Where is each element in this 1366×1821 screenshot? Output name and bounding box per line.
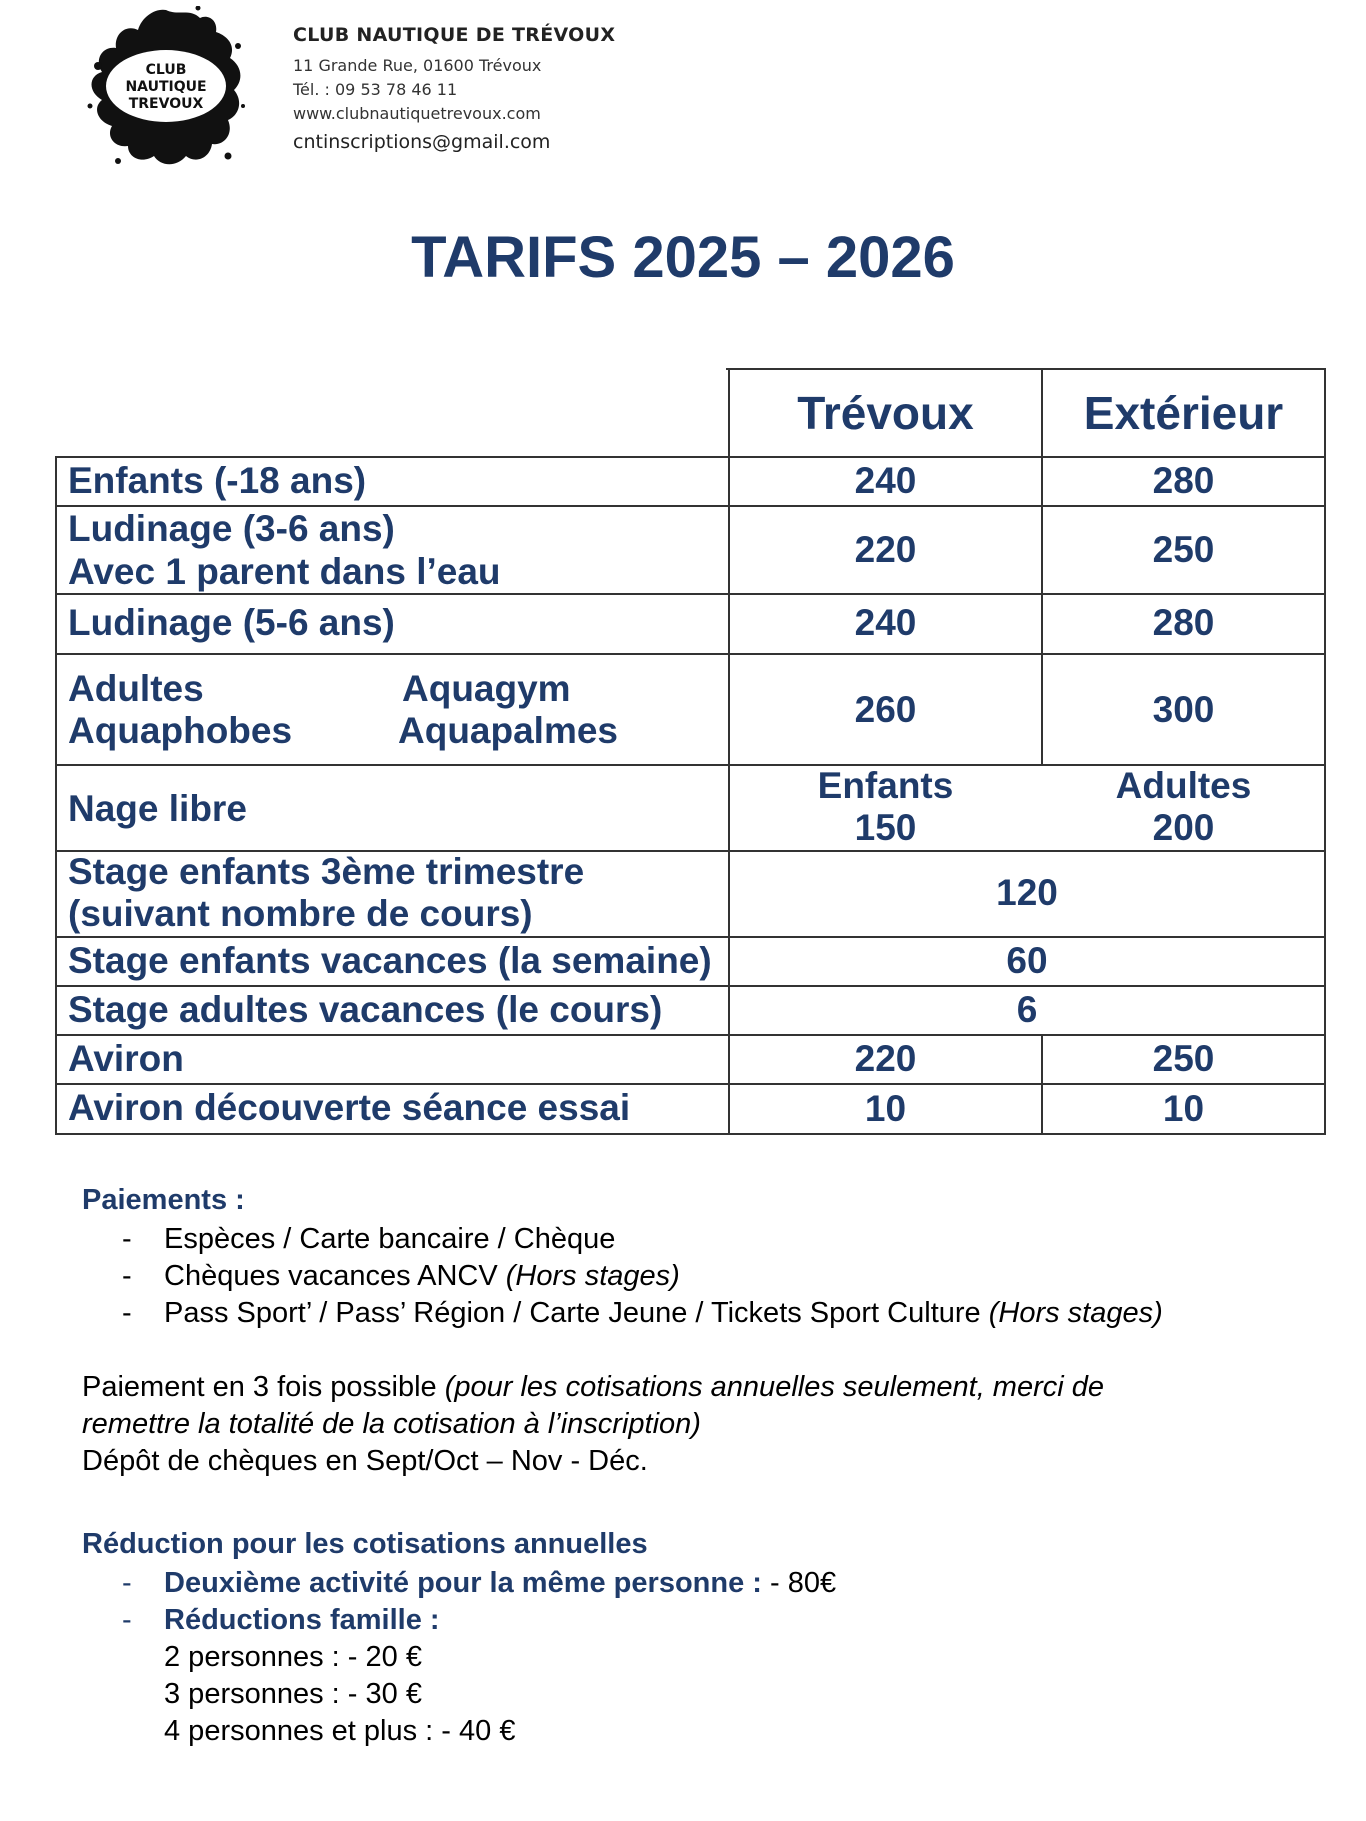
row-label: Stage adultes vacances (le cours) bbox=[68, 989, 663, 1030]
price-exterieur: 280 bbox=[1152, 460, 1215, 501]
price-merged: 60 bbox=[1006, 940, 1048, 981]
family-reduction-item: 3 personnes : - 30 € bbox=[164, 1678, 422, 1710]
row-label: Enfants (-18 ans) bbox=[68, 460, 367, 501]
nage-libre-adultes-price: 200 bbox=[1152, 807, 1215, 848]
table-border bbox=[55, 653, 1326, 655]
row-label: Aquaphobes bbox=[68, 710, 293, 751]
nage-libre-enfants-price: 150 bbox=[854, 807, 917, 848]
price-trevoux: 260 bbox=[854, 689, 917, 730]
row-label: Aquapalmes bbox=[398, 710, 619, 751]
payment-note: (Hors stages) bbox=[988, 1297, 1163, 1329]
club-name: CLUB NAUTIQUE DE TRÉVOUX bbox=[293, 24, 616, 46]
club-email: cntinscriptions@gmail.com bbox=[293, 131, 551, 153]
price-exterieur: 250 bbox=[1152, 529, 1215, 570]
price-exterieur: 10 bbox=[1162, 1088, 1205, 1129]
row-label: Ludinage (3-6 ans) bbox=[68, 508, 395, 549]
club-logo bbox=[78, 6, 248, 171]
list-dash: - bbox=[122, 1223, 132, 1255]
deposit-text: Dépôt de chèques en Sept/Oct – Nov - Déc. bbox=[82, 1445, 648, 1477]
family-reduction-item: 4 personnes et plus : - 40 € bbox=[164, 1715, 516, 1747]
installments-line bbox=[82, 1369, 1262, 1406]
family-reduction-label: Réductions famille : bbox=[164, 1604, 440, 1636]
row-label: Nage libre bbox=[68, 788, 247, 829]
list-dash: - bbox=[122, 1297, 132, 1329]
nage-libre-adultes-label: Adultes bbox=[1115, 765, 1252, 806]
page-title: TARIFS 2025 – 2026 bbox=[411, 225, 955, 290]
table-border bbox=[55, 1083, 1326, 1085]
installments-note: (pour les cotisations annuelles seulement, merci de bbox=[444, 1371, 1105, 1403]
list-dash: - bbox=[122, 1567, 132, 1599]
table-border bbox=[55, 1133, 1326, 1135]
table-border bbox=[55, 593, 1326, 595]
table-border bbox=[55, 936, 1326, 938]
row-label: Stage enfants 3ème trimestre bbox=[68, 851, 585, 892]
club-address: 11 Grande Rue, 01600 Trévoux bbox=[293, 56, 542, 75]
row-label: Ludinage (5-6 ans) bbox=[68, 602, 395, 643]
table-border bbox=[1324, 368, 1326, 1135]
table-border bbox=[726, 368, 1326, 370]
table-border bbox=[55, 985, 1326, 987]
column-header-trevoux: Trévoux bbox=[797, 387, 974, 439]
club-website: www.clubnautiquetrevoux.com bbox=[293, 104, 541, 123]
table-border bbox=[55, 456, 57, 1135]
price-trevoux: 220 bbox=[854, 1038, 917, 1079]
family-reduction-item: 2 personnes : - 20 € bbox=[164, 1641, 422, 1673]
row-label: Aviron bbox=[68, 1038, 184, 1079]
list-item bbox=[122, 1295, 1163, 1332]
payment-note: (Hors stages) bbox=[505, 1260, 680, 1292]
table-border bbox=[55, 1034, 1326, 1036]
installments-note-cont: remettre la totalité de la cotisation à l’inscription) bbox=[82, 1408, 701, 1440]
installments-paragraph bbox=[82, 1369, 1262, 1480]
logo-line: NAUTIQUE bbox=[125, 79, 207, 95]
list-item bbox=[122, 1258, 1163, 1295]
row-label: Stage enfants vacances (la semaine) bbox=[68, 940, 712, 981]
price-exterieur: 280 bbox=[1152, 602, 1215, 643]
price-merged: 120 bbox=[996, 872, 1058, 913]
list-dash: - bbox=[122, 1604, 132, 1636]
price-exterieur: 300 bbox=[1152, 689, 1215, 730]
payment-method: Chèques vacances ANCV bbox=[164, 1260, 506, 1292]
payments-heading: Paiements : bbox=[82, 1184, 245, 1216]
list-dash: - bbox=[122, 1260, 132, 1292]
installments-text: Paiement en 3 fois possible bbox=[82, 1371, 445, 1403]
second-activity-value: - 80€ bbox=[761, 1567, 837, 1599]
price-exterieur: 250 bbox=[1152, 1038, 1215, 1079]
row-sublabel: (suivant nombre de cours) bbox=[68, 893, 533, 934]
price-merged: 6 bbox=[1016, 989, 1038, 1030]
row-label: Aviron découverte séance essai bbox=[68, 1087, 631, 1128]
price-trevoux: 240 bbox=[854, 460, 917, 501]
list-item bbox=[122, 1565, 836, 1602]
row-sublabel: Avec 1 parent dans l’eau bbox=[68, 551, 501, 592]
logo-line: TREVOUX bbox=[128, 96, 204, 112]
logo-line: CLUB bbox=[145, 62, 187, 78]
second-activity-label: Deuxième activité pour la même personne : bbox=[164, 1567, 762, 1599]
column-header-exterieur: Extérieur bbox=[1083, 387, 1284, 439]
table-border bbox=[55, 456, 1326, 458]
payment-method: Espèces / Carte bancaire / Chèque bbox=[164, 1223, 616, 1255]
list-item bbox=[122, 1221, 1163, 1258]
club-contact-block bbox=[293, 24, 615, 156]
table-border bbox=[55, 505, 1326, 507]
reductions-heading: Réduction pour les cotisations annuelles bbox=[82, 1528, 648, 1560]
row-label: Aquagym bbox=[402, 668, 571, 709]
club-phone: Tél. : 09 53 78 46 11 bbox=[293, 80, 458, 99]
logo-text bbox=[116, 62, 216, 113]
payment-method: Pass Sport’ / Pass’ Région / Carte Jeune / Tickets Sport Culture bbox=[164, 1297, 989, 1329]
price-trevoux: 240 bbox=[854, 602, 917, 643]
price-trevoux: 10 bbox=[864, 1088, 907, 1129]
row-label: Adultes bbox=[68, 668, 204, 709]
payments-list bbox=[122, 1221, 1163, 1332]
nage-libre-enfants-label: Enfants bbox=[817, 765, 954, 806]
list-item bbox=[122, 1602, 836, 1639]
price-trevoux: 220 bbox=[854, 529, 917, 570]
reductions-list bbox=[122, 1565, 836, 1750]
